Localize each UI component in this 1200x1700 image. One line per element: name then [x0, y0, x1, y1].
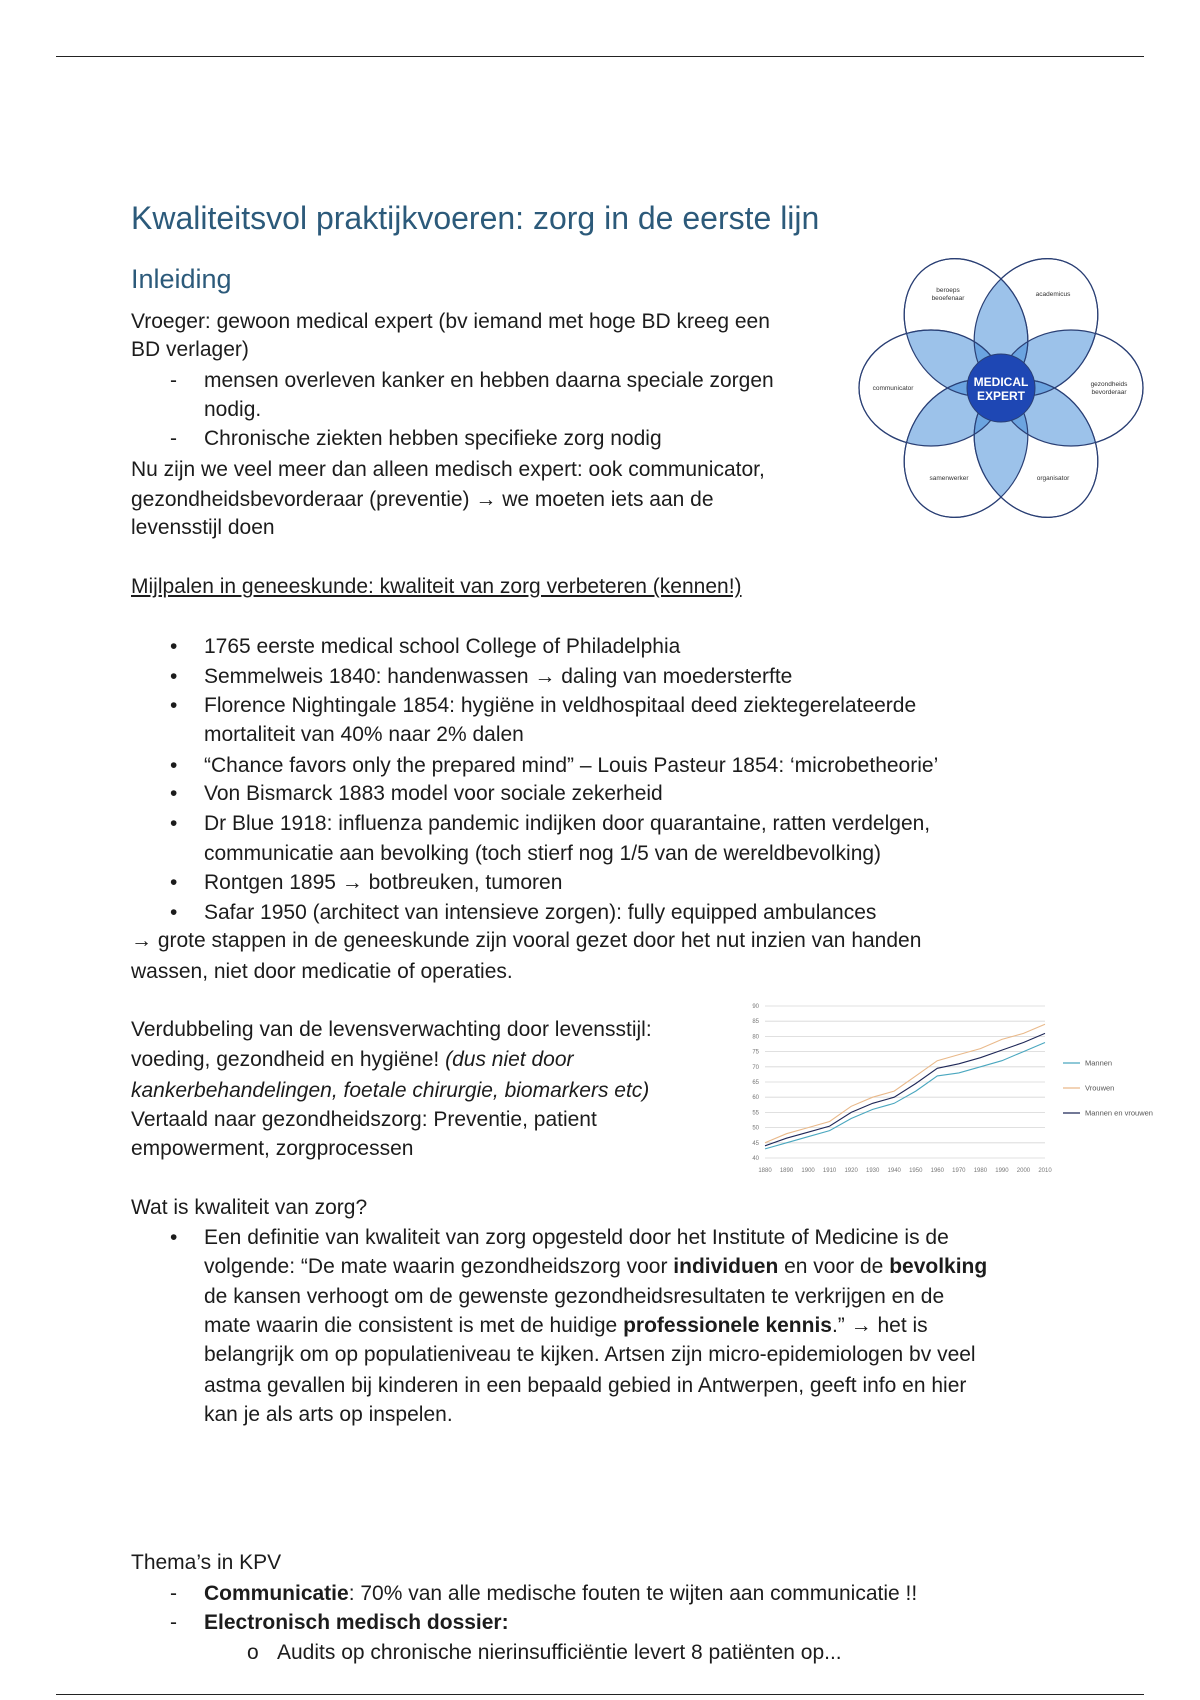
x-tick-label: 1950 [909, 1168, 923, 1174]
text-span: voeding, gezondheid en hygiëne! [131, 1048, 446, 1071]
bullet-marker: • [170, 782, 178, 805]
y-tick-label: 60 [752, 1095, 759, 1102]
x-tick-label: 1940 [887, 1168, 901, 1174]
intro-line: gezondheidsbevorderaar (preventie) → we moeten iets aan de [131, 488, 714, 511]
legend-label: Mannen en vrouwen [1085, 1108, 1153, 1118]
x-tick-label: 2010 [1038, 1168, 1052, 1174]
canmeds-flower-diagram [850, 250, 1150, 530]
text-span: en voor de [778, 1255, 890, 1278]
x-tick-label: 1880 [758, 1168, 772, 1174]
theme-sub-item: Audits op chronische nierinsufficiëntie levert 8 patiënten op... [277, 1641, 842, 1664]
italic-span: (dus niet door [445, 1048, 574, 1071]
quality-definition-line: Een definitie van kwaliteit van zorg opgesteld door het Institute of Medicine is de [204, 1226, 949, 1249]
role-label-health-advocate: bevorderaar [1091, 389, 1127, 396]
center-label: EXPERT [976, 389, 1026, 403]
life-expectancy-chart [735, 1000, 1175, 1180]
x-tick-label: 2000 [1016, 1168, 1031, 1174]
bottom-rule [56, 1694, 1144, 1695]
role-label-professional: beroeps [936, 287, 960, 294]
legend-label: Mannen [1085, 1058, 1113, 1068]
role-label-professional: beoefenaar [931, 295, 965, 302]
role-label-communicator: communicator [872, 385, 914, 392]
y-tick-label: 80 [752, 1034, 759, 1041]
quality-definition-line: kan je als arts op inspelen. [204, 1403, 453, 1426]
y-tick-label: 40 [752, 1156, 759, 1162]
text-span: .” → het is [831, 1314, 928, 1337]
x-tick-label: 1900 [801, 1168, 815, 1174]
x-tick-label: 1990 [995, 1168, 1009, 1174]
y-tick-label: 70 [752, 1064, 759, 1071]
milestone-item: Semmelweis 1840: handenwassen → daling van moedersterfte [204, 665, 793, 688]
role-label-scholar: academicus [1035, 291, 1071, 298]
intro-line: Nu zijn we veel meer dan alleen medisch expert: ook communicator, [131, 458, 765, 481]
bullet-marker: • [170, 871, 178, 894]
x-tick-label: 1960 [930, 1168, 944, 1174]
milestone-item: Safar 1950 (architect van intensieve zorgen): fully equipped ambulances [204, 901, 877, 924]
milestone-item: Florence Nightingale 1854: hygiëne in veldhospitaal deed ziektegerelateerde [204, 694, 917, 717]
quality-definition-line: astma gevallen bij kinderen in een bepaald gebied in Antwerpen, geeft info en hier [204, 1374, 967, 1397]
y-tick-label: 45 [752, 1140, 759, 1147]
milestone-item: 1765 eerste medical school College of Philadelphia [204, 635, 681, 658]
bold-span: Communicatie [204, 1582, 349, 1605]
role-label-collaborator: samenwerker [929, 475, 969, 482]
milestone-item: “Chance favors only the prepared mind” – Louis Pasteur 1854: ‘microbetheorie’ [204, 754, 939, 777]
bullet-marker: • [170, 694, 178, 717]
text-span: volgende: “De mate waarin gezondheidszorg voor [204, 1255, 674, 1278]
dash-bullet-marker: - [170, 427, 177, 450]
bullet-marker: • [170, 1226, 178, 1249]
quality-definition-line: de kansen verhoogt om de gewenste gezondheidsresultaten te verkrijgen en de [204, 1285, 945, 1308]
dash-bullet-marker: - [170, 1611, 177, 1634]
milestone-item: Dr Blue 1918: influenza pandemic indijken door quarantaine, ratten verdelgen, [204, 812, 931, 835]
milestones-conclusion: → grote stappen in de geneeskunde zijn vooral gezet door het nut inzien van handen [131, 929, 922, 952]
role-label-leader: organisator [1036, 475, 1070, 482]
intro-line: Vroeger: gewoon medical expert (bv iemand met hoge BD kreeg een [131, 310, 770, 333]
intro-bullet-line: Chronische ziekten hebben specifieke zorg nodig [204, 427, 662, 450]
milestones-heading: Mijlpalen in geneeskunde: kwaliteit van zorg verbeteren (kennen!) [131, 575, 742, 598]
life-expectancy-line: Vertaald naar gezondheidszorg: Preventie, patient [131, 1108, 597, 1131]
life-expectancy-line: Verdubbeling van de levensverwachting door levensstijl: [131, 1018, 652, 1041]
intro-bullet-line: mensen overleven kanker en hebben daarna speciale zorgen [204, 369, 774, 392]
top-rule [56, 56, 1144, 57]
bullet-marker: • [170, 812, 178, 835]
x-tick-label: 1930 [866, 1168, 880, 1174]
intro-line: levensstijl doen [131, 516, 275, 539]
page-title: Kwaliteitsvol praktijkvoeren: zorg in de eerste lijn [131, 200, 820, 236]
quality-question: Wat is kwaliteit van zorg? [131, 1196, 368, 1219]
bullet-marker: • [170, 754, 178, 777]
section-heading: Inleiding [131, 264, 232, 294]
y-tick-label: 90 [752, 1004, 759, 1010]
x-tick-label: 1970 [952, 1168, 966, 1174]
milestone-item: mortaliteit van 40% naar 2% dalen [204, 723, 524, 746]
milestone-item: Von Bismarck 1883 model voor sociale zekerheid [204, 782, 663, 805]
theme-item [204, 1579, 917, 1609]
intro-bullet-line: nodig. [204, 398, 262, 421]
quality-definition-line [204, 1311, 928, 1341]
y-tick-label: 85 [752, 1019, 759, 1026]
sub-bullet-marker: o [247, 1641, 259, 1664]
text-span: mate waarin die consistent is met de huidige [204, 1314, 624, 1337]
series-line [765, 1024, 1045, 1143]
themes-heading: Thema’s in KPV [131, 1551, 282, 1574]
theme-item: Electronisch medisch dossier: [204, 1611, 509, 1634]
y-tick-label: 65 [752, 1080, 759, 1086]
life-expectancy-line: kankerbehandelingen, foetale chirurgie, biomarkers etc) [131, 1079, 650, 1102]
milestone-item: communicatie aan bevolking (toch stierf nog 1/5 van de wereldbevolking) [204, 842, 882, 865]
x-tick-label: 1910 [822, 1168, 837, 1174]
series-line [765, 1033, 1045, 1145]
dash-bullet-marker: - [170, 369, 177, 392]
role-label-health-advocate: gezondheids [1090, 381, 1128, 388]
life-expectancy-line [131, 1045, 574, 1075]
bold-span: professionele kennis [623, 1314, 832, 1337]
bullet-marker: • [170, 901, 178, 924]
bullet-marker: • [170, 665, 178, 688]
milestones-conclusion: wassen, niet door medicatie of operaties. [131, 960, 513, 983]
intro-line: BD verlager) [131, 338, 249, 361]
legend-label: Vrouwen [1085, 1083, 1115, 1093]
bold-span: individuen [673, 1255, 779, 1278]
dash-bullet-marker: - [170, 1582, 177, 1605]
x-tick-label: 1980 [973, 1168, 988, 1174]
bold-span: bevolking [889, 1255, 988, 1278]
x-tick-label: 1890 [779, 1168, 794, 1174]
bullet-marker: • [170, 635, 178, 658]
life-expectancy-line: empowerment, zorgprocessen [131, 1137, 414, 1160]
milestone-item: Rontgen 1895 → botbreuken, tumoren [204, 871, 563, 894]
y-tick-label: 75 [752, 1049, 759, 1056]
y-tick-label: 50 [752, 1125, 759, 1132]
quality-definition-line [204, 1252, 987, 1282]
center-label: MEDICAL [973, 375, 1029, 389]
y-tick-label: 55 [752, 1110, 759, 1117]
text-span: : 70% van alle medische fouten te wijten aan communicatie !! [348, 1582, 918, 1605]
x-tick-label: 1920 [844, 1168, 858, 1174]
quality-definition-line: belangrijk om op populatieniveau te kijken. Artsen zijn micro-epidemiologen bv veel [204, 1343, 976, 1366]
